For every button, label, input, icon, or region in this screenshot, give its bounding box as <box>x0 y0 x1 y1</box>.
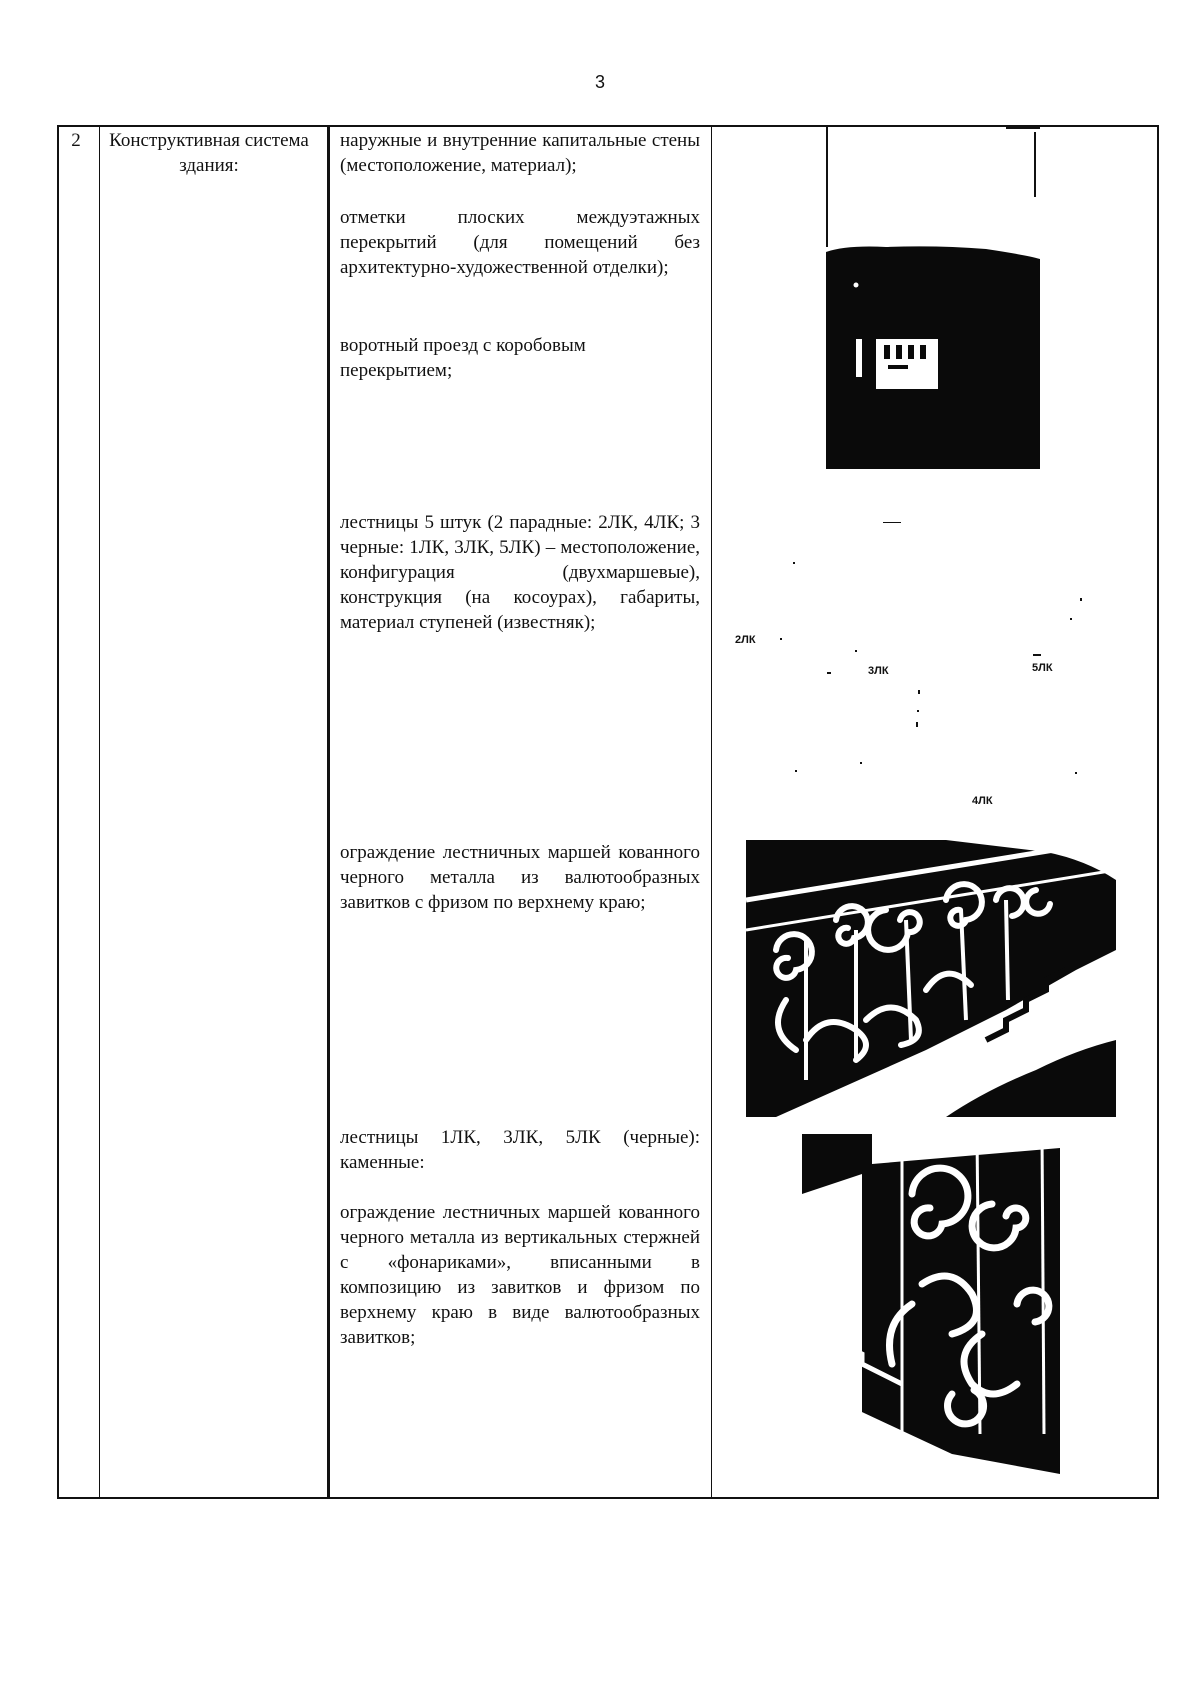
row-category: Конструктивная система здания: <box>109 130 309 176</box>
plan-mark <box>855 650 857 652</box>
table-column-divider <box>99 125 100 1499</box>
plan-mark <box>780 638 782 640</box>
railing-volutes-photo <box>746 840 1116 1117</box>
element-description: наружные и внутренние капитальные стены (местоположение, материал); <box>340 130 700 176</box>
table-border-bottom <box>57 1497 1159 1499</box>
plan-label-5lk: 5ЛК <box>1032 662 1053 674</box>
plan-mark <box>827 672 831 674</box>
gate-passage-photo-drawing <box>826 127 1040 469</box>
plan-label-2lk: 2ЛК <box>735 634 756 646</box>
row-index: 2 <box>71 130 81 151</box>
plan-mark <box>795 770 797 772</box>
plan-mark <box>1033 654 1041 656</box>
table-column-divider <box>711 125 712 1499</box>
gate-passage-photo <box>826 127 1040 469</box>
plan-label-3lk: 3ЛК <box>868 665 889 677</box>
plan-mark <box>918 690 920 694</box>
staircase-plan <box>735 510 1095 820</box>
table-border-left <box>57 125 59 1499</box>
plan-mark <box>793 562 795 564</box>
page-number: 3 <box>594 72 605 92</box>
plan-mark <box>1070 618 1072 620</box>
table-column-divider <box>327 125 330 1499</box>
railing-vertical-bars-photo <box>802 1134 1060 1482</box>
plan-mark <box>883 522 901 523</box>
plan-mark <box>917 710 919 712</box>
table-border-right <box>1157 125 1159 1499</box>
plan-mark <box>916 722 918 727</box>
element-description: воротный проезд с коробовым перекрытием; <box>340 335 586 381</box>
element-description: ограждение лестничных маршей кованного черного металла из вертикальных стержней с «фонариками», вписанными в композицию из завитков и фризом по верхнему краю в виде валютообразных завитков; <box>340 1202 700 1348</box>
plan-label-4lk: 4ЛК <box>972 795 993 807</box>
element-description: отметки плоских междуэтажных перекрытий (для помещений без архитектурно-художественной отделки); <box>340 207 700 278</box>
element-description: лестницы 1ЛК, 3ЛК, 5ЛК (черные): каменные: <box>340 1127 700 1173</box>
railing-vertical-bars-drawing <box>802 1134 1060 1482</box>
element-description: ограждение лестничных маршей кованного черного металла из валютообразных завитков с фризом по верхнему краю; <box>340 842 700 913</box>
railing-volutes-drawing <box>746 840 1116 1117</box>
element-description: лестницы 5 штук (2 парадные: 2ЛК, 4ЛК; 3 черные: 1ЛК, 3ЛК, 5ЛК) – местоположение, конфигурация (двухмаршевые), конструкция (на косоурах), габариты, материал ступеней (известняк); <box>340 512 700 633</box>
plan-mark <box>1075 772 1077 774</box>
plan-mark <box>1080 598 1082 601</box>
plan-mark <box>860 762 862 764</box>
